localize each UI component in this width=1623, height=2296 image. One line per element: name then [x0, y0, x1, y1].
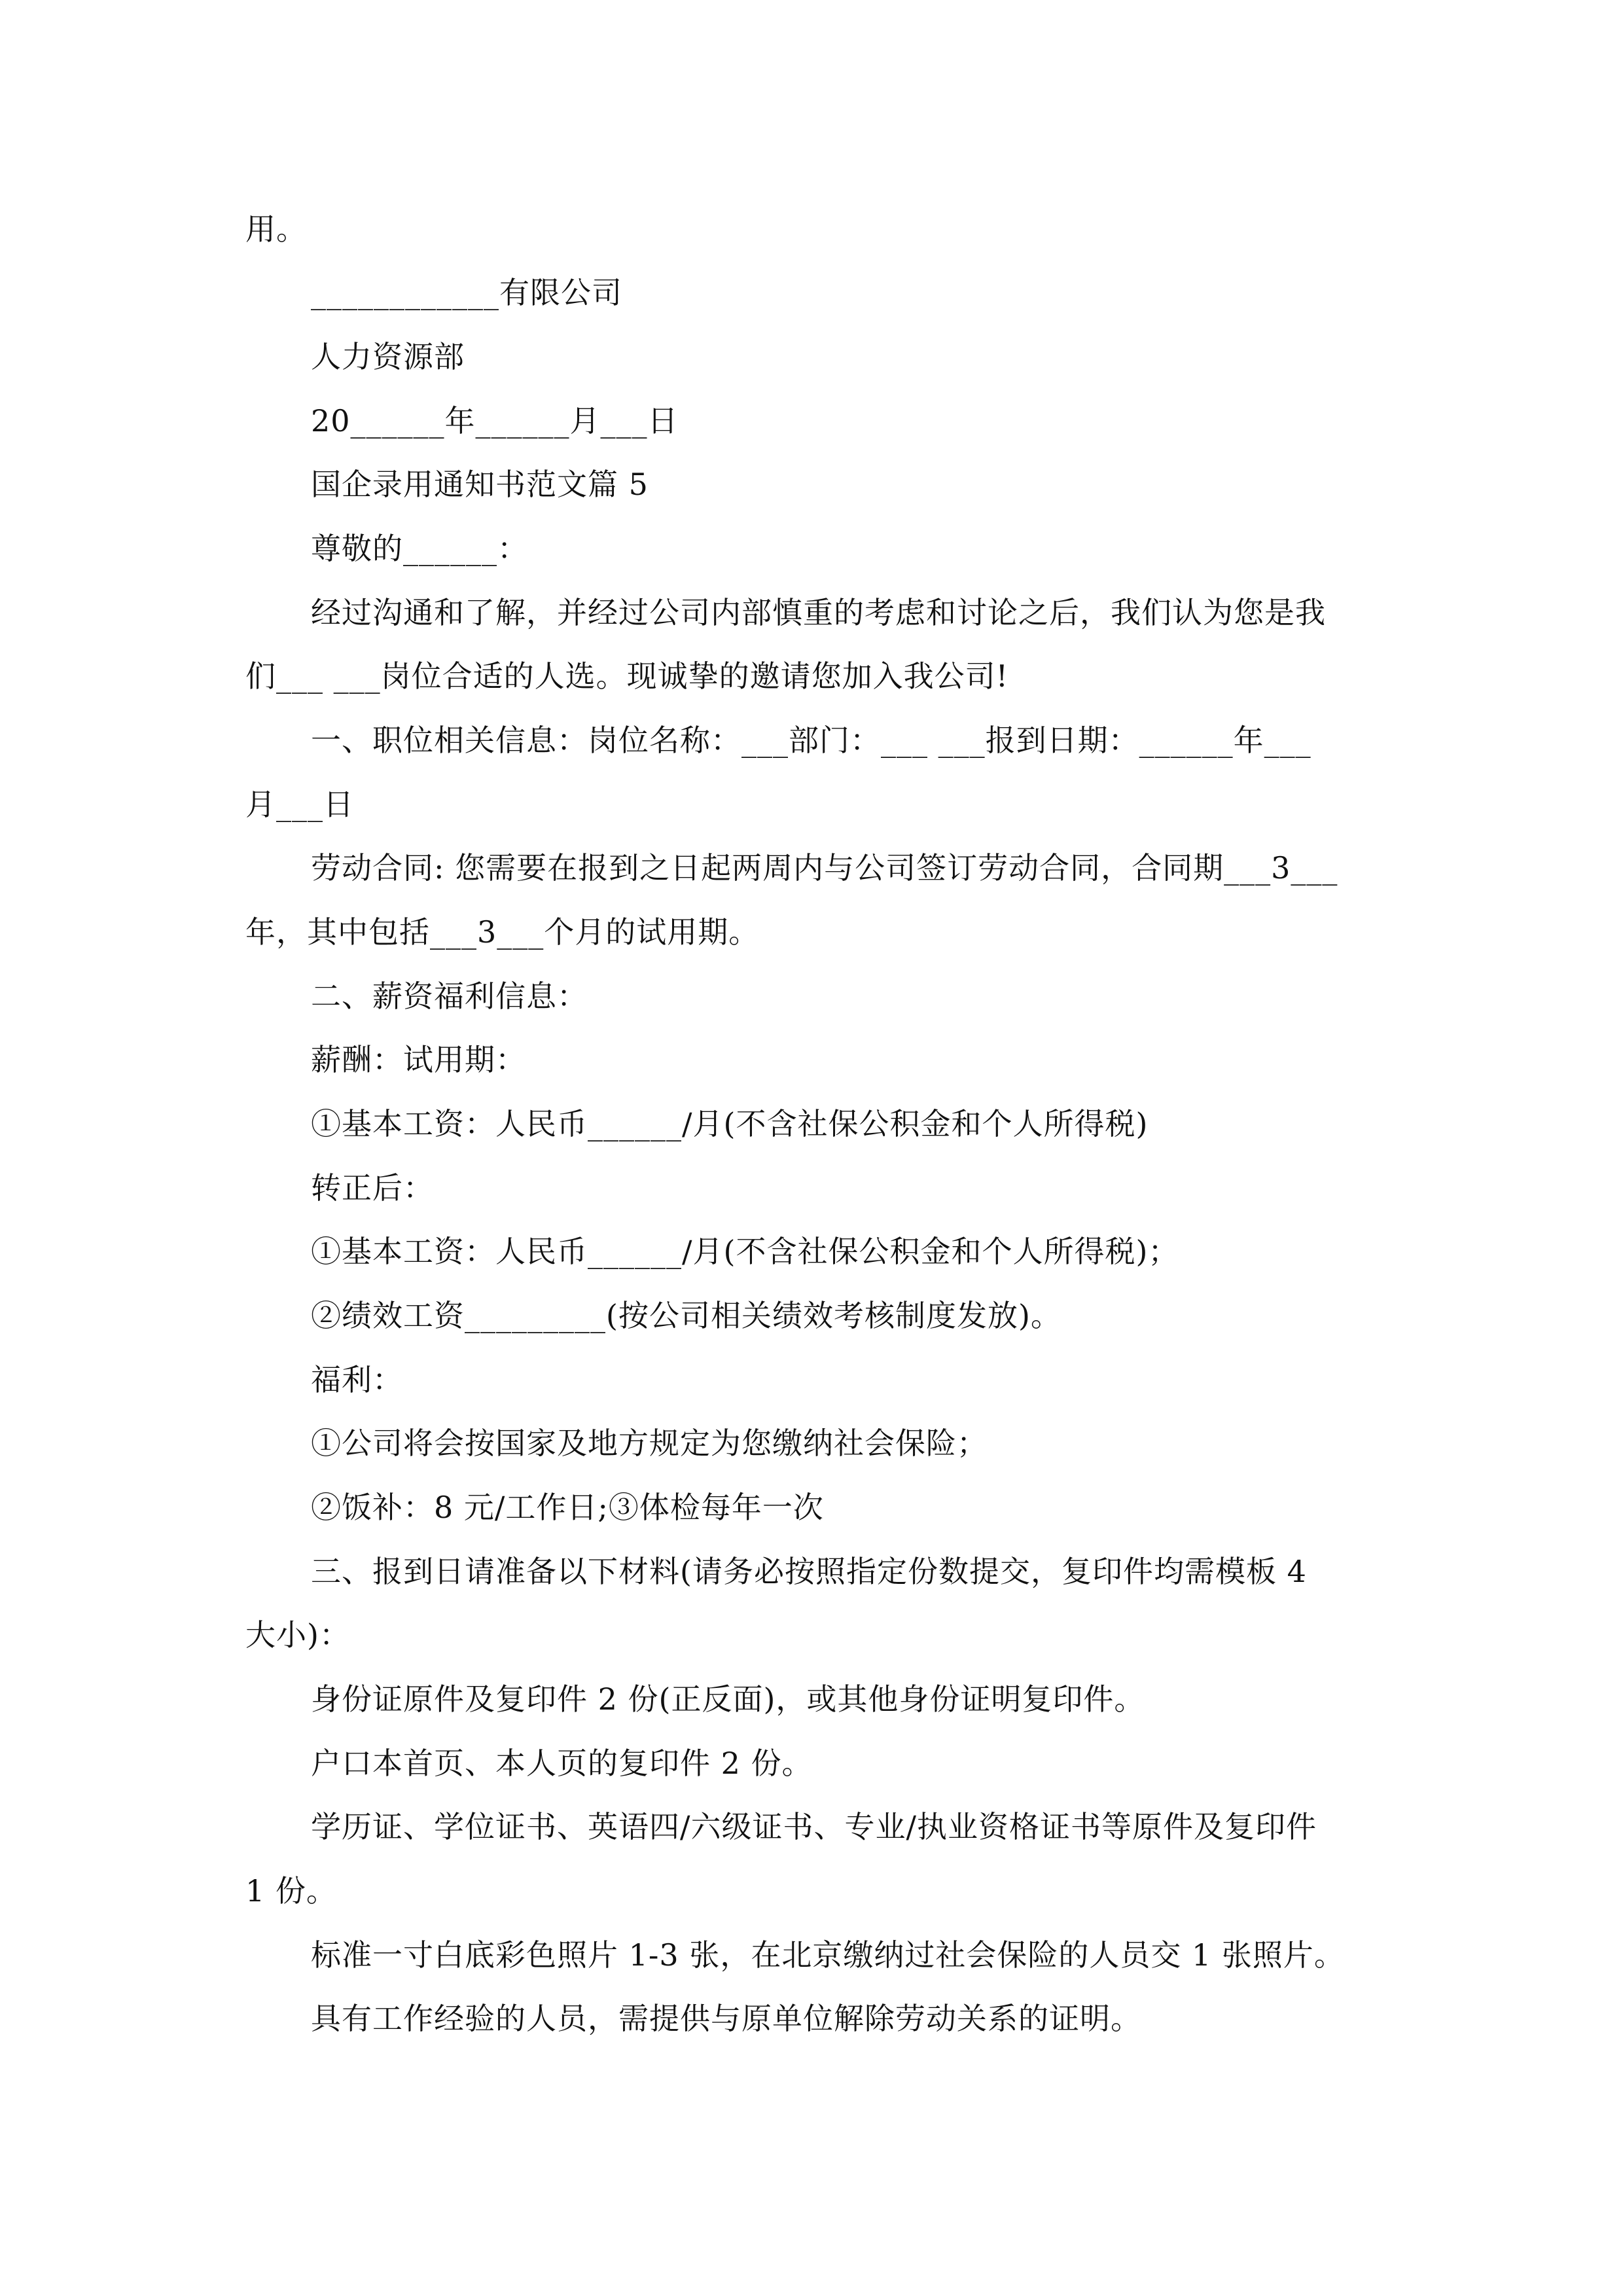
salutation: 尊敬的______： [311, 531, 528, 566]
paragraph-line: 学历证、学位证书、英语四/六级证书、专业/执业资格证书等原件及复印件 [311, 1809, 1317, 1844]
paragraph-line: 劳动合同: 您需要在报到之日起两周内与公司签订劳动合同，合同期___3___ [311, 850, 1338, 886]
paragraph-line: 大小)： [245, 1617, 350, 1653]
paragraph-line: ①公司将会按国家及地方规定为您缴纳社会保险； [311, 1426, 988, 1461]
paragraph-line: 经过沟通和了解，并经过公司内部慎重的考虑和讨论之后，我们认为您是我 [311, 595, 1326, 630]
paragraph-line: 户口本首页、本人页的复印件 2 份。 [311, 1746, 813, 1781]
paragraph-line: 福利： [311, 1362, 403, 1397]
paragraph-line: ②饭补：8 元/工作日;③体检每年一次 [311, 1490, 824, 1525]
paragraph-line: 身份证原件及复印件 2 份(正反面)，或其他身份证明复印件。 [311, 1681, 1145, 1717]
paragraph-line: 们___ ___岗位合适的人选。现诚挚的邀请您加入我公司! [245, 658, 1009, 694]
paragraph-line: ②绩效工资_________(按公司相关绩效考核制度发放)。 [311, 1298, 1061, 1333]
paragraph-line: 1 份。 [245, 1873, 337, 1909]
text-line-1: 用。 [245, 211, 307, 247]
company-name-line: ____________有限公司 [311, 275, 622, 310]
paragraph-line: ①基本工资：人民币______/月(不含社保公积金和个人所得税) [311, 1106, 1149, 1141]
department-line: 人力资源部 [311, 339, 465, 374]
paragraph-line: 转正后： [311, 1170, 434, 1206]
section-title: 国企录用通知书范文篇 5 [311, 467, 649, 502]
paragraph-line: 一、职位相关信息：岗位名称：___部门：___ ___报到日期：______年___ [311, 723, 1311, 758]
paragraph-line: 标准一寸白底彩色照片 1-3 张，在北京缴纳过社会保险的人员交 1 张照片。 [311, 1937, 1345, 1973]
heading-line: 二、薪资福利信息： [311, 978, 588, 1014]
paragraph-line: ①基本工资：人民币______/月(不含社保公积金和个人所得税)； [311, 1234, 1179, 1269]
paragraph-line: 薪酬：试用期： [311, 1042, 526, 1077]
date-line: 20______年______月___日 [311, 403, 679, 439]
paragraph-line: 月___日 [245, 787, 354, 822]
paragraph-line: 年，其中包括___3___个月的试用期。 [245, 914, 760, 950]
heading-line: 三、报到日请准备以下材料(请务必按照指定份数提交，复印件均需模板 4 [311, 1554, 1307, 1589]
paragraph-line: 具有工作经验的人员，需提供与原单位解除劳动关系的证明。 [311, 2001, 1141, 2036]
